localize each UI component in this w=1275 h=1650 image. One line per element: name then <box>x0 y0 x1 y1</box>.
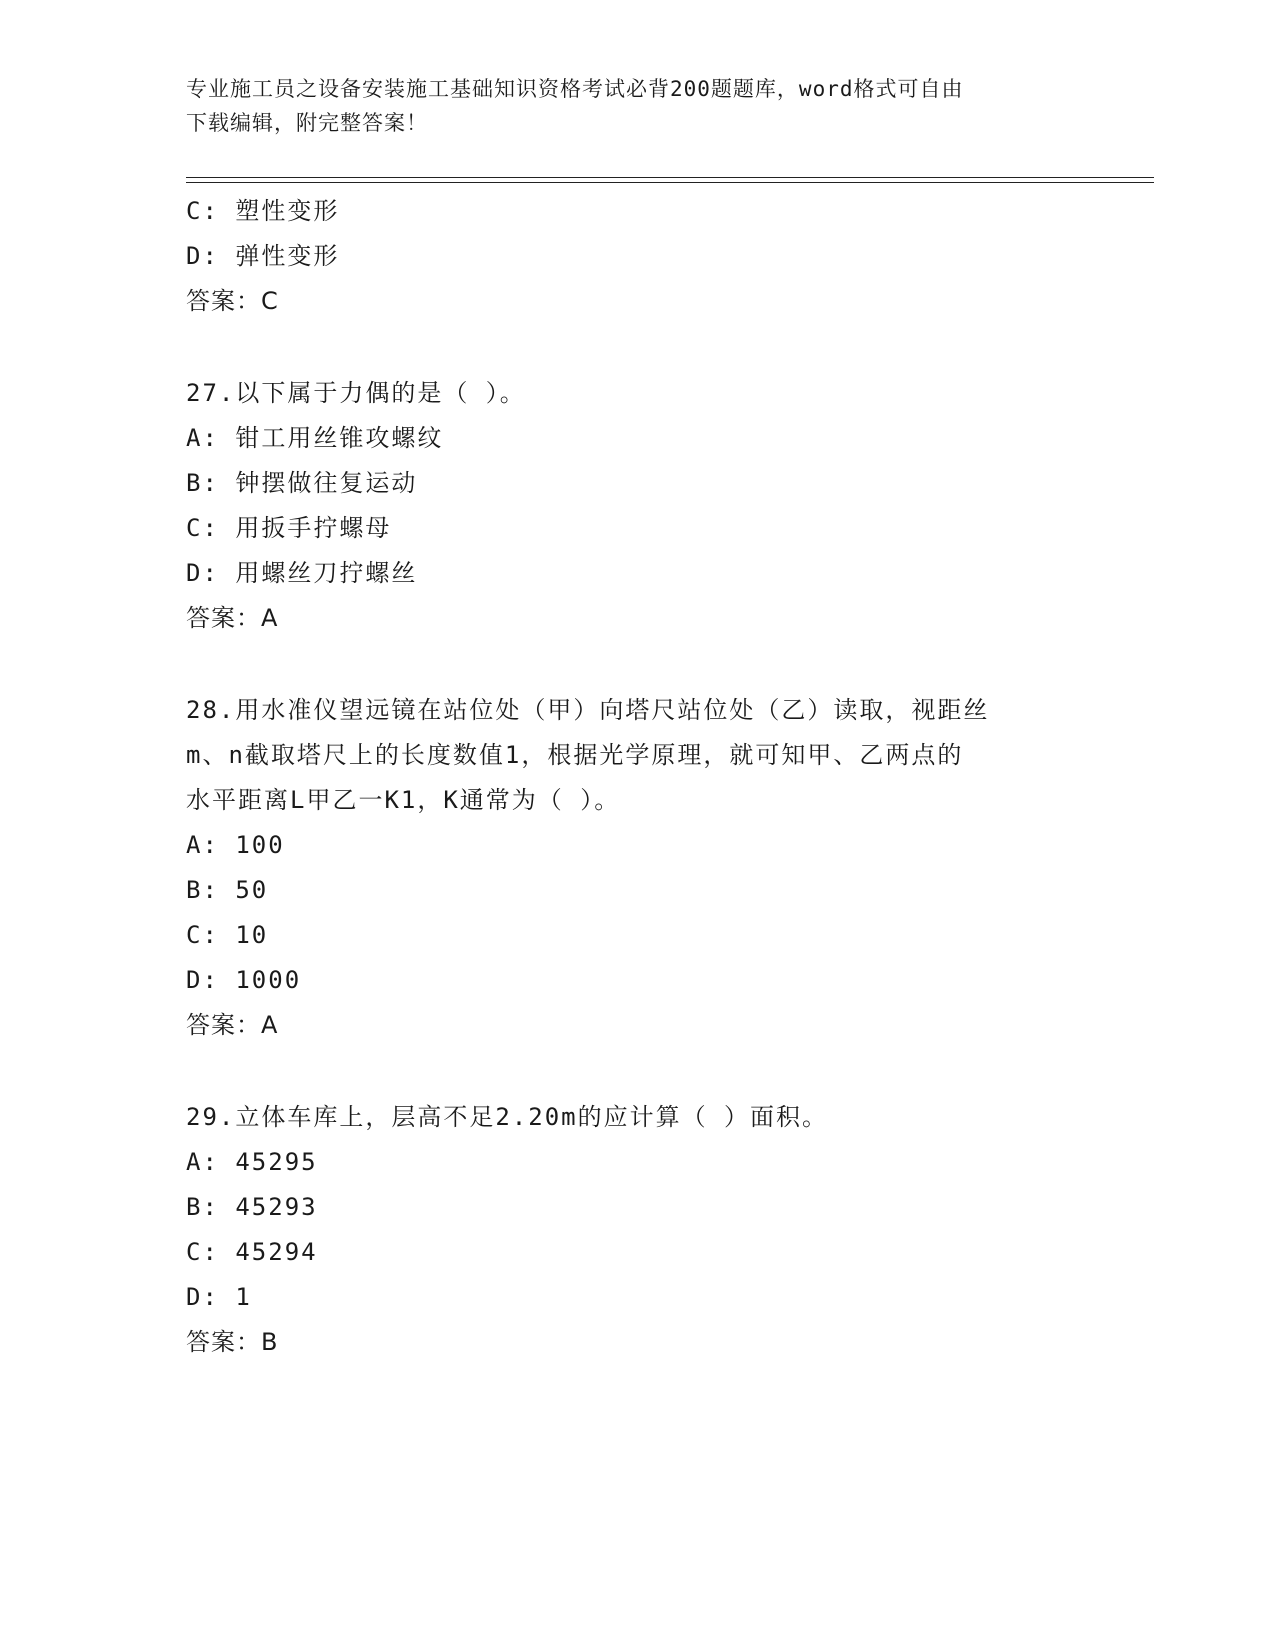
question-27 <box>186 371 1086 641</box>
header-divider-top <box>186 177 1154 178</box>
answer: 答案：A <box>186 1011 279 1039</box>
option-c: C: 用扳手拧螺母 <box>186 514 392 542</box>
answer: 答案：B <box>186 1328 279 1356</box>
option-d: D: 1 <box>186 1283 252 1311</box>
question-stem-line-3: 水平距离L甲乙一K1，K通常为（ ）。 <box>186 786 621 814</box>
option-d: D: 用螺丝刀拧螺丝 <box>186 559 418 587</box>
document-header <box>186 72 1066 140</box>
option-c: C: 10 <box>186 921 269 949</box>
option-d: D: 1000 <box>186 966 302 994</box>
option-b: B: 50 <box>186 876 269 904</box>
option-a: A: 45295 <box>186 1148 318 1176</box>
option-b: B: 钟摆做往复运动 <box>186 469 418 497</box>
question-stem: 27.以下属于力偶的是（ ）。 <box>186 379 526 407</box>
answer: 答案：C <box>186 287 279 315</box>
question-stem: 29.立体车库上，层高不足2.20m的应计算（ ）面积。 <box>186 1103 829 1131</box>
header-divider-bottom <box>186 182 1154 183</box>
answer: 答案：A <box>186 604 279 632</box>
question-fragment <box>186 189 1086 324</box>
header-line-1: 专业施工员之设备安装施工基础知识资格考试必背200题题库，word格式可自由 <box>186 77 964 101</box>
question-29 <box>186 1095 1086 1365</box>
question-28 <box>186 688 1086 1048</box>
option-d: D: 弹性变形 <box>186 242 340 270</box>
option-b: B: 45293 <box>186 1193 318 1221</box>
question-stem-line-2: m、n截取塔尺上的长度数值1，根据光学原理，就可知甲、乙两点的 <box>186 741 964 769</box>
question-list <box>186 189 1086 1365</box>
header-line-2: 下载编辑，附完整答案！ <box>186 111 428 135</box>
question-stem-line-1: 28.用水准仪望远镜在站位处（甲）向塔尺站位处（乙）读取，视距丝 <box>186 696 990 724</box>
option-c: C: 45294 <box>186 1238 318 1266</box>
option-a: A: 钳工用丝锥攻螺纹 <box>186 424 444 452</box>
option-a: A: 100 <box>186 831 285 859</box>
option-c: C: 塑性变形 <box>186 197 340 225</box>
